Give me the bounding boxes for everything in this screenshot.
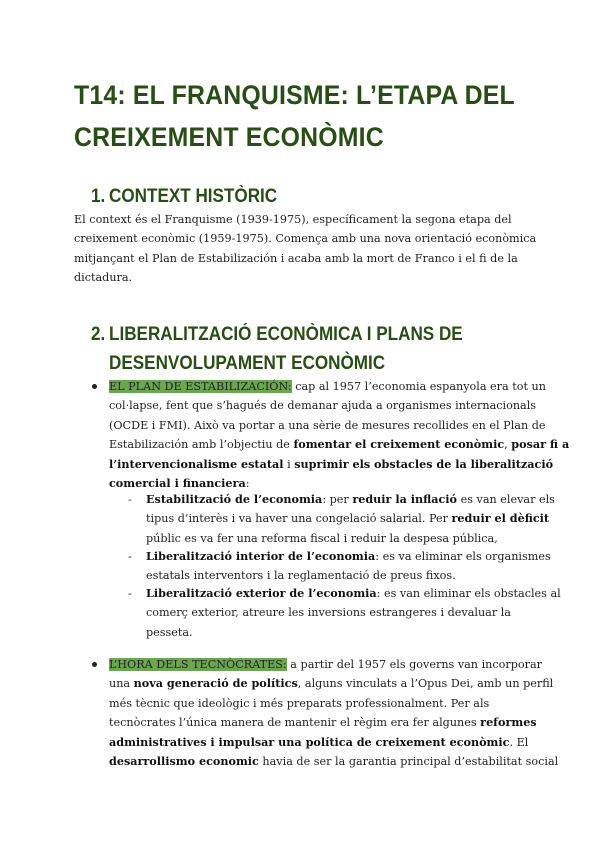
- sub-item-estabilitzacio: Estabilització de l’economia: per reduir la inflació es van elevar els tipus d’interès i va haver una congelació salarial. Per reduir el dèficit públic es va fer una reforma fiscal i reduir la despesa pública,: [146, 492, 555, 545]
- bullet-hora-tecnocrates: L’HORA DELS TECNÒCRATES: a partir del 1957 els governs van incorporar una nova generació de polítics, alguns vinculats a l’Opus Dei, amb un perfil més tècnic que ideològic i més preparats professionalment. Per als tecnòcrates l’única manera de mantenir el règim era fer algunes reformes administratives i impulsar una política de creixement econòmic. El desarrollismo economic havia de ser la garantia principal d’estabilitat social: [109, 658, 559, 769]
- highlight-mark: EL PLAN DE ESTABILIZACIÓN:: [109, 380, 292, 393]
- section-1-paragraph: El context és el Franquisme (1939-1975), específicament la segona etapa del creixement econòmic (1959-1975). Comença amb una nova orientació econòmica mitjançant el Plan de Estabilización i acaba amb la mort de Franco i el fi de la dictadura.: [74, 213, 537, 285]
- page-title: T14: EL FRANQUISME: L’ETAPA DEL CREIXEMENT ECONÒMIC: [74, 80, 515, 152]
- bullet-icon: [92, 662, 97, 667]
- dash-marker: -: [128, 587, 132, 600]
- section-1-heading: 1. CONTEXT HISTÒRIC: [91, 186, 278, 207]
- sub-item-liberalitzacio-exterior: Liberalització exterior de l’economia: es van eliminar els obstacles al comerç exterior, atreure les inversions estrangeres i devaluar la pesseta.: [146, 586, 561, 639]
- bullet-icon: [92, 384, 97, 389]
- highlight-mark: L’HORA DELS TECNÒCRATES:: [109, 658, 287, 671]
- dash-marker: -: [128, 493, 132, 506]
- section-2-heading: 2. LIBERALITZACIÓ ECONÒMICA I PLANS DE DESENVOLUPAMENT ECONÒMIC: [91, 324, 463, 374]
- bullet-plan-estabilizacion: EL PLAN DE ESTABILIZACIÓN: cap al 1957 l’economia espanyola era tot un col·lapse, fent que s’hagués de demanar ajuda a organismes internacionals (OCDE i FMI). Això va portar a una sèrie de mesures recollides en el Plan de Estabilización amb l’objectiu de fomentar el creixement econòmic, posar fi a l’intervencionalisme estatal i suprimir els obstacles de la liberalització comercial i financiera:: [109, 380, 570, 491]
- sub-item-liberalitzacio-interior: Liberalització interior de l’economia: es va eliminar els organismes estatals interventors i la reglamentació de preus fixos.: [146, 549, 551, 583]
- dash-marker: -: [128, 550, 132, 563]
